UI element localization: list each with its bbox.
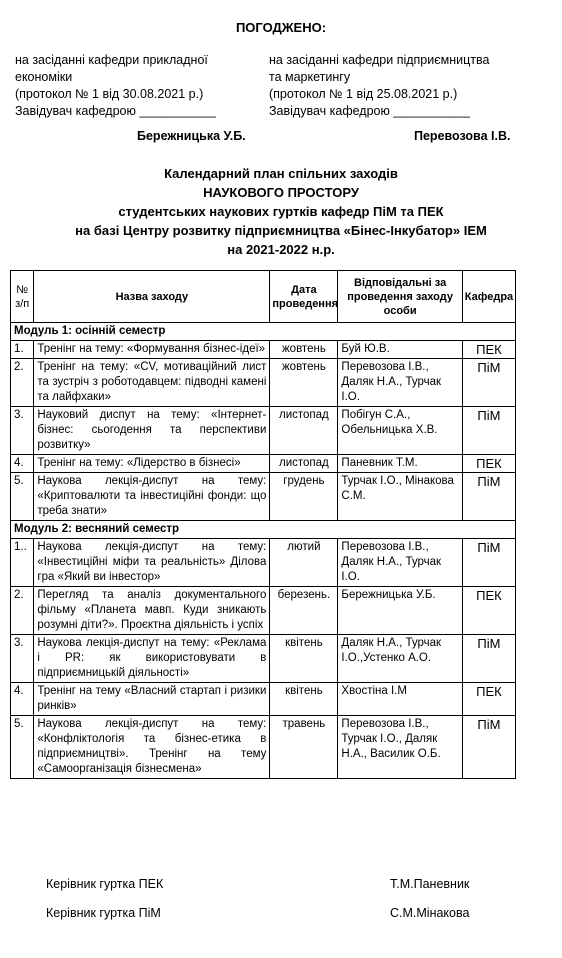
cell-num: 3.	[11, 635, 34, 683]
approval-heading: ПОГОДЖЕНО:	[235, 20, 327, 35]
table-header-row	[11, 271, 516, 323]
cell-num: 3.	[11, 407, 34, 455]
cell-date: лютий	[270, 539, 338, 587]
cell-date: грудень	[270, 473, 338, 521]
module-1-row	[11, 323, 516, 341]
cell-name: Наукова лекція-диспут на тему: «Криптовалюти та інвестиційні фонди: що треба знати»	[34, 473, 270, 521]
cell-department: ПіМ	[462, 716, 515, 779]
signature-role-pim: Керівник гуртка ПіМ	[46, 906, 161, 920]
cell-num: 5.	[11, 716, 34, 779]
header-dep: Кафедра	[462, 271, 515, 323]
cell-date: квітень	[270, 635, 338, 683]
cell-responsible: Перевозова І.В., Турчак І.О., Даляк Н.А., Василик О.Б.	[338, 716, 462, 779]
table-row	[11, 473, 516, 521]
cell-department: ПЕК	[462, 587, 515, 635]
module-heading: Модуль 2: весняний семестр	[11, 521, 516, 539]
cell-department: ПіМ	[462, 407, 515, 455]
cell-department: ПіМ	[462, 473, 515, 521]
cell-name: Науковий диспут на тему: «Інтернет-бізнес: сьогодення та перспективи розвитку»	[34, 407, 270, 455]
cell-department: ПіМ	[462, 635, 515, 683]
cell-name: Тренінг на тему: «CV, мотиваційний лист та зустріч з роботодавцем: підводні камені та лайфхаки»	[34, 359, 270, 407]
cell-department: ПіМ	[462, 359, 515, 407]
module-heading: Модуль 1: осінній семестр	[11, 323, 516, 341]
cell-department: ПЕК	[462, 683, 515, 716]
title-line5: на 2021-2022 н.р.	[227, 242, 335, 257]
title-line2: НАУКОВОГО ПРОСТОРУ	[203, 185, 359, 200]
cell-num: 1..	[11, 539, 34, 587]
cell-responsible: Побігун С.А., Обельницька Х.В.	[338, 407, 462, 455]
signature-role-pek: Керівник гуртка ПЕК	[46, 877, 164, 891]
table-row	[11, 359, 516, 407]
cell-responsible: Даляк Н.А., Турчак І.О.,Устенко А.О.	[338, 635, 462, 683]
cell-num: 2.	[11, 359, 34, 407]
cell-responsible: Буй Ю.В.	[338, 341, 462, 359]
cell-name: Перегляд та аналіз документального фільму «Планета мавп. Куди зникають розумні діти?». Проєктна діяльність і успіх	[34, 587, 270, 635]
table-row	[11, 683, 516, 716]
approval-left-signer: Бережницька У.Б.	[137, 129, 246, 143]
approval-left-line1: на засіданні кафедри прикладної	[15, 53, 208, 67]
table-row	[11, 635, 516, 683]
approval-right-line3: (протокол № 1 від 25.08.2021 р.)	[269, 87, 458, 101]
signature-name-pim: С.М.Мінакова	[390, 906, 470, 920]
approval-right-line4: Завідувач кафедрою ___________	[269, 104, 470, 118]
title-line4: на базі Центру розвитку підприємництва «Бінес-Інкубатор» ІЕМ	[75, 223, 487, 238]
cell-name: Тренінг на тему «Власний стартап і ризики ринків»	[34, 683, 270, 716]
table-row	[11, 455, 516, 473]
cell-name: Наукова лекція-диспут на тему: «Реклама і PR: як використовувати в підприємницькій діяльності»	[34, 635, 270, 683]
cell-responsible: Бережницька У.Б.	[338, 587, 462, 635]
cell-date: жовтень	[270, 341, 338, 359]
approval-left-line2: економіки	[15, 70, 73, 84]
cell-date: жовтень	[270, 359, 338, 407]
cell-department: ПЕК	[462, 455, 515, 473]
header-name: Назва заходу	[34, 271, 270, 323]
approval-left	[15, 52, 265, 120]
document-title	[0, 164, 562, 259]
header-resp: Відповідальні за проведення заходу особи	[338, 271, 462, 323]
module-2-row	[11, 521, 516, 539]
table-row	[11, 407, 516, 455]
cell-responsible: Паневник Т.М.	[338, 455, 462, 473]
approval-left-line4: Завідувач кафедрою ___________	[15, 104, 216, 118]
header-num: № з/п	[11, 271, 34, 323]
table-row	[11, 539, 516, 587]
cell-num: 5.	[11, 473, 34, 521]
approval-right	[269, 52, 519, 120]
cell-date: травень	[270, 716, 338, 779]
events-table	[10, 270, 516, 779]
approval-left-line3: (протокол № 1 від 30.08.2021 р.)	[15, 87, 204, 101]
approval-right-signer: Перевозова І.В.	[414, 129, 511, 143]
cell-responsible: Перевозова І.В., Даляк Н.А., Турчак І.О.	[338, 539, 462, 587]
cell-responsible: Турчак І.О., Мінакова С.М.	[338, 473, 462, 521]
cell-num: 4.	[11, 455, 34, 473]
approval-right-line1: на засіданні кафедри підприємництва	[269, 53, 490, 67]
cell-responsible: Перевозова І.В., Даляк Н.А., Турчак І.О.	[338, 359, 462, 407]
cell-num: 2.	[11, 587, 34, 635]
approval-right-line2: та маркетингу	[269, 70, 351, 84]
cell-name: Наукова лекція-диспут на тему: «Інвестиційні міфи та реальність» Ділова гра «Який ви інвестор»	[34, 539, 270, 587]
title-line1: Календарний план спільних заходів	[164, 166, 398, 181]
cell-name: Наукова лекція-диспут на тему: «Конфліктологія та бізнес-етика в підприємництві». Тренінг на тему «Самоорганізація бізнесмена»	[34, 716, 270, 779]
title-line3: студентських наукових гуртків кафедр ПіМ та ПЕК	[118, 204, 444, 219]
cell-name: Тренінг на тему: «Формування бізнес-ідеї»	[34, 341, 270, 359]
cell-name: Тренінг на тему: «Лідерство в бізнесі»	[34, 455, 270, 473]
cell-date: листопад	[270, 407, 338, 455]
cell-responsible: Хвостіна І.М	[338, 683, 462, 716]
table-row	[11, 716, 516, 779]
table-row	[11, 341, 516, 359]
cell-department: ПЕК	[462, 341, 515, 359]
cell-date: листопад	[270, 455, 338, 473]
cell-department: ПіМ	[462, 539, 515, 587]
cell-num: 1.	[11, 341, 34, 359]
header-date: Дата проведення	[270, 271, 338, 323]
cell-num: 4.	[11, 683, 34, 716]
signature-name-pek: Т.М.Паневник	[390, 877, 470, 891]
cell-date: квітень	[270, 683, 338, 716]
table-row	[11, 587, 516, 635]
cell-date: березень.	[270, 587, 338, 635]
